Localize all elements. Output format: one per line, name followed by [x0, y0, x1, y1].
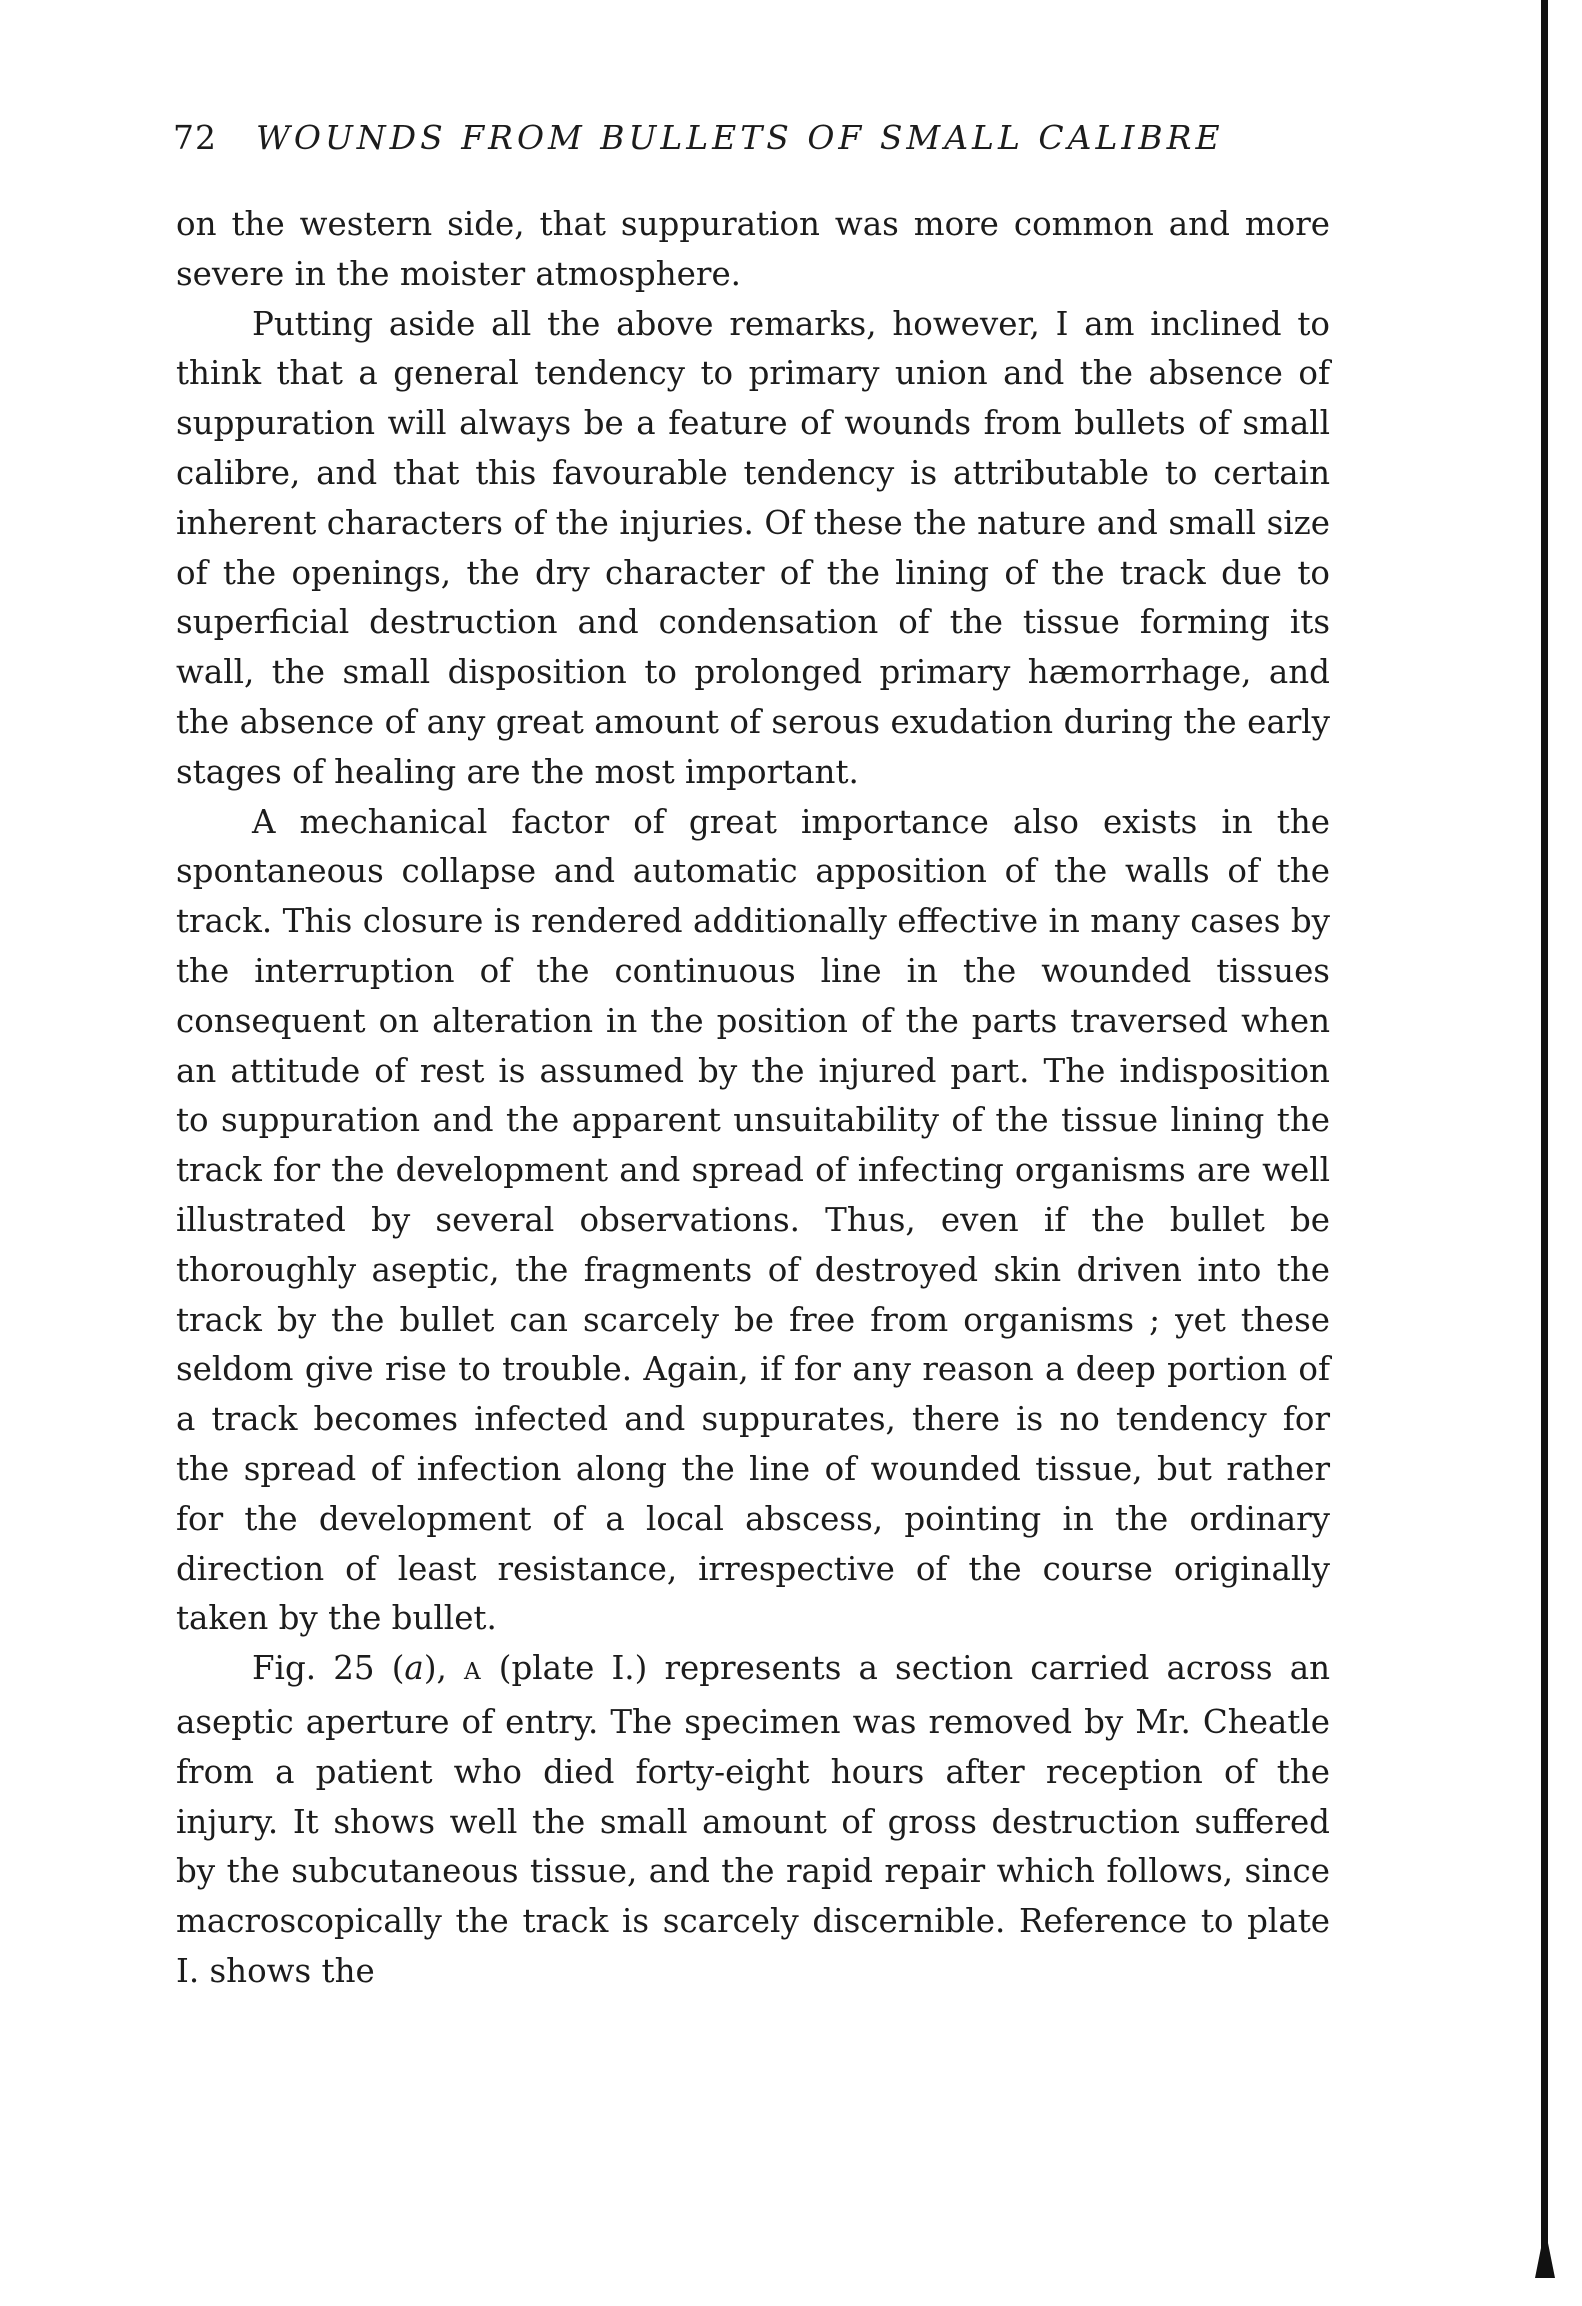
running-title: WOUNDS FROM BULLETS OF SMALL CALIBRE — [256, 118, 1224, 157]
paragraph-continuation: on the western side, that suppuration was more common and more severe in the moister atmosphere. — [176, 205, 1330, 293]
page-number: 72 — [173, 118, 217, 157]
body-text — [176, 200, 1330, 1997]
binding-edge-tip — [1535, 2228, 1555, 2278]
fig-ref-lead: Fig. 25 ( — [252, 1649, 405, 1688]
fig-ref-body: (plate I.) represents a section carried across an aseptic aperture of entry. The specimen was removed by Mr. Cheatle from a patient who died forty-eight hours after reception of the injury. It shows well the small amount of gross destruction suffered by the subcutaneous tissue, and the rapid repair which follows, since macroscopically the track is scarcely discernible. Reference to plate I. shows the — [176, 1649, 1331, 1990]
running-head — [173, 118, 1333, 168]
paragraph-figure-25 — [176, 1644, 1330, 1997]
paragraph-mechanical-factor: A mechanical factor of great importance also exists in the spontaneous collapse and automatic apposition of the walls of the track. This closure is rendered additionally effective in many cases by the interruption of the continuous line in the wounded tissues consequent on alteration in the position of the parts traversed when an attitude of rest is assumed by the injured part. The indisposition to suppuration and the apparent unsuitability of the tissue lining the track for the development and spread of infecting organisms are well illustrated by several observations. Thus, even if the bullet be thoroughly aseptic, the fragments of destroyed skin driven into the track by the bullet can scarcely be free from organisms ; yet these seldom give rise to trouble. Again, if for any reason a deep portion of a track becomes infected and suppurates, there is no tendency for the spread of infection along the line of wounded tissue, but rather for the development of a local abscess, pointing in the ordinary direction of least resistance, irrespective of the course originally taken by the bullet. — [176, 802, 1330, 1638]
fig-letter: A — [463, 1659, 482, 1686]
binding-edge-rule — [1541, 0, 1548, 2270]
fig-sub-label: a — [404, 1649, 424, 1688]
fig-ref-mid: ), — [423, 1649, 464, 1688]
paragraph-primary-union: Putting aside all the above remarks, however, I am inclined to think that a general tendency to primary union and the absence of suppuration will always be a feature of wounds from bullets of small calibre, and that this favourable tendency is attributable to certain inherent characters of the injuries. Of these the nature and small size of the openings, the dry character of the lining of the track due to superficial destruction and condensation of the tissue forming its wall, the small disposition to prolonged primary hæmorrhage, and the absence of any great amount of serous exudation during the early stages of healing are the most important. — [176, 304, 1330, 791]
